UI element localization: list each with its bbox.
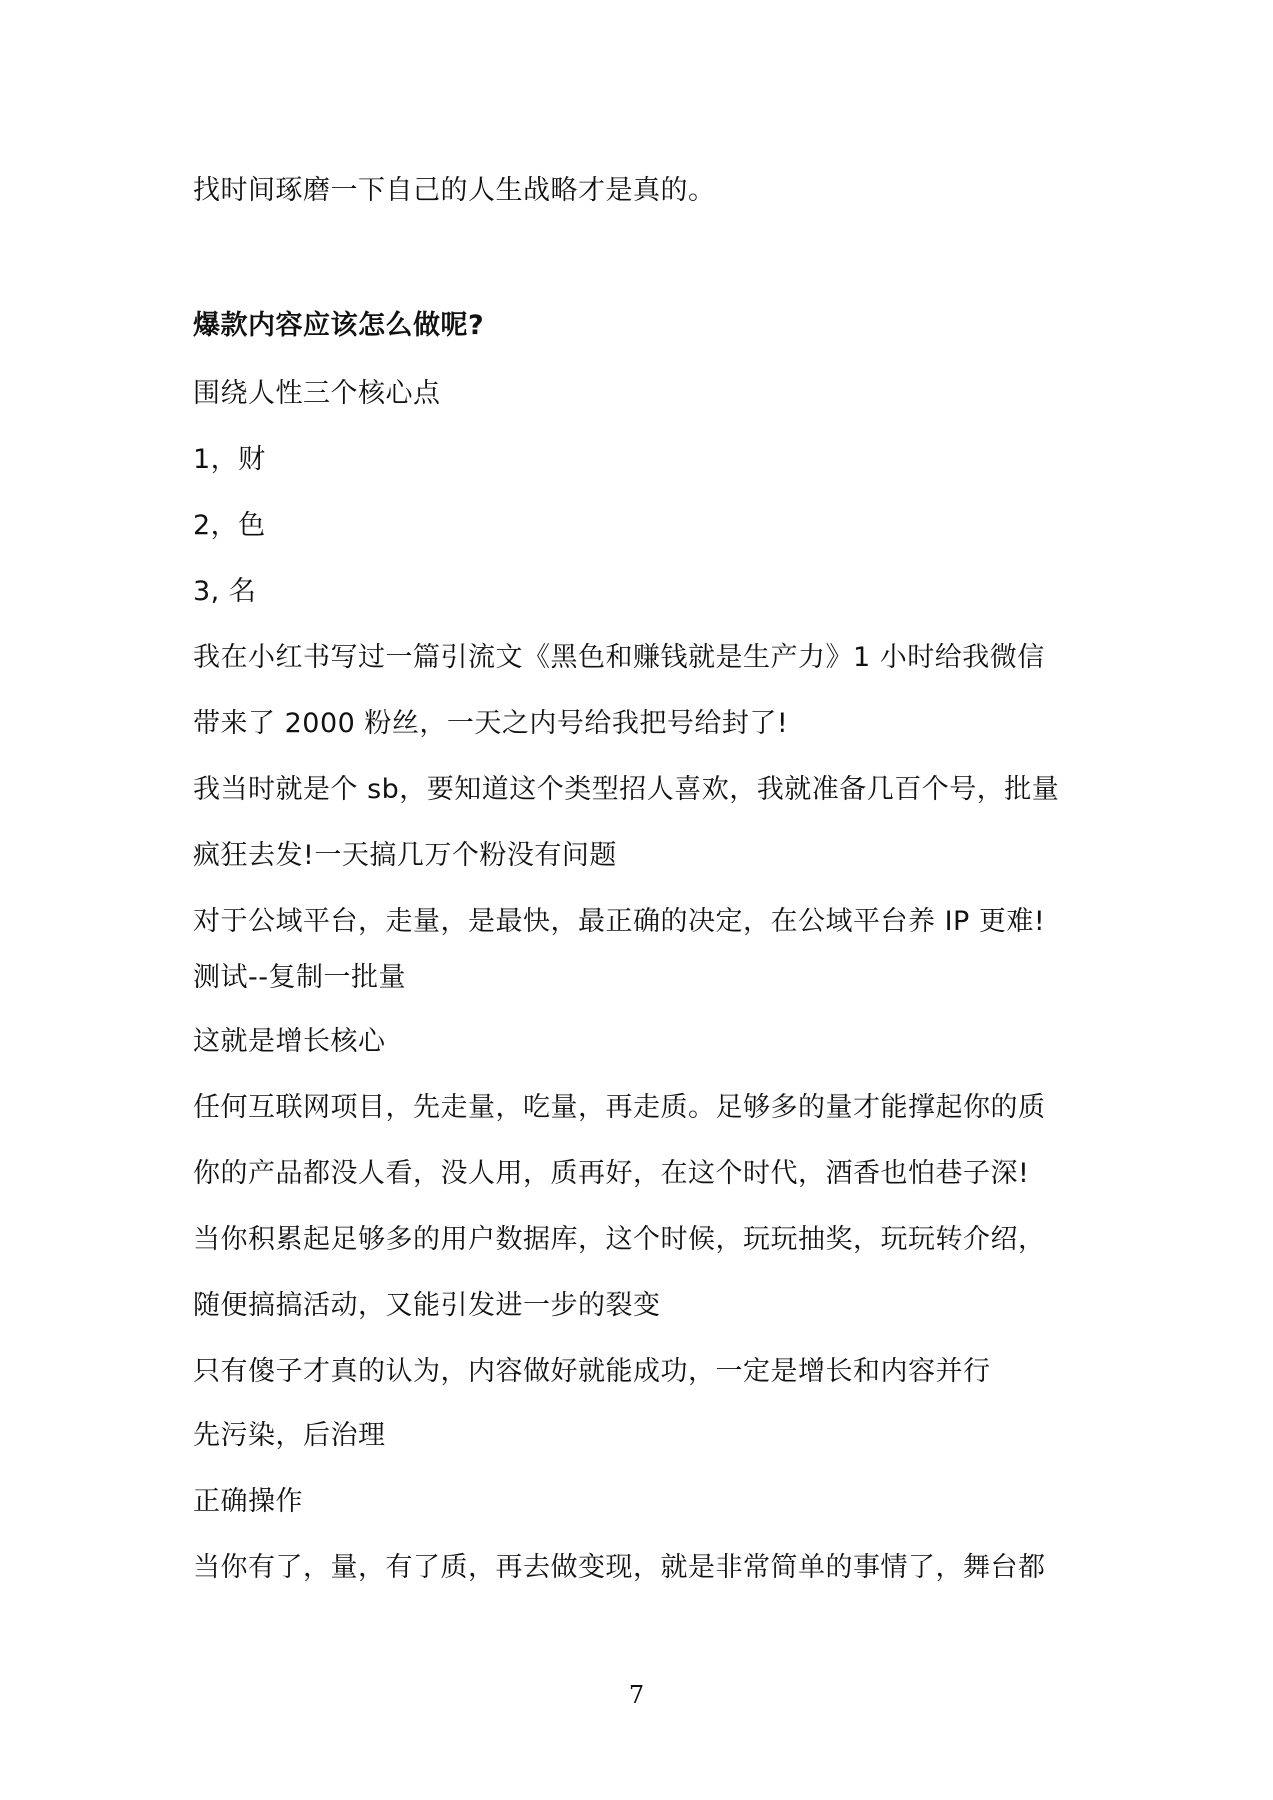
text-line: 只有傻子才真的认为，内容做好就能成功，一定是增长和内容并行	[193, 1356, 991, 1387]
list-item: 1，财	[193, 444, 266, 475]
text-line: 我在小红书写过一篇引流文《黑色和赚钱就是生产力》1 小时给我微信	[193, 642, 1045, 673]
text-line: 任何互联网项目，先走量，吃量，再走质。足够多的量才能撑起你的质	[193, 1092, 1046, 1123]
text-line: 当你有了，量，有了质，再去做变现，就是非常简单的事情了，舞台都	[193, 1552, 1046, 1583]
text-line: 你的产品都没人看，没人用，质再好，在这个时代，酒香也怕巷子深!	[193, 1158, 1030, 1189]
text-line: 随便搞搞活动，又能引发进一步的裂变	[193, 1290, 661, 1321]
text-line: 围绕人性三个核心点	[193, 378, 441, 409]
section-heading: 爆款内容应该怎么做呢?	[193, 310, 485, 341]
page-number: 7	[628, 1681, 645, 1709]
text-line: 找时间琢磨一下自己的人生战略才是真的。	[193, 175, 716, 206]
text-line: 当你积累起足够多的用户数据库，这个时候，玩玩抽奖，玩玩转介绍，	[193, 1224, 1046, 1255]
text-line: 对于公域平台，走量，是最快，最正确的决定，在公域平台养 IP 更难!	[193, 906, 1046, 937]
text-line: 先污染，后治理	[193, 1420, 386, 1451]
text-line: 正确操作	[193, 1486, 303, 1517]
text-line: 带来了 2000 粉丝，一天之内号给我把号给封了!	[193, 708, 789, 739]
text-line: 疯狂去发!一天搞几万个粉没有问题	[193, 840, 617, 871]
list-item: 3, 名	[193, 576, 257, 607]
text-line: 测试--复制一批量	[193, 962, 406, 993]
text-line: 这就是增长核心	[193, 1026, 386, 1057]
list-item: 2，色	[193, 510, 266, 541]
text-line: 我当时就是个 sb，要知道这个类型招人喜欢，我就准备几百个号，批量	[193, 774, 1060, 805]
